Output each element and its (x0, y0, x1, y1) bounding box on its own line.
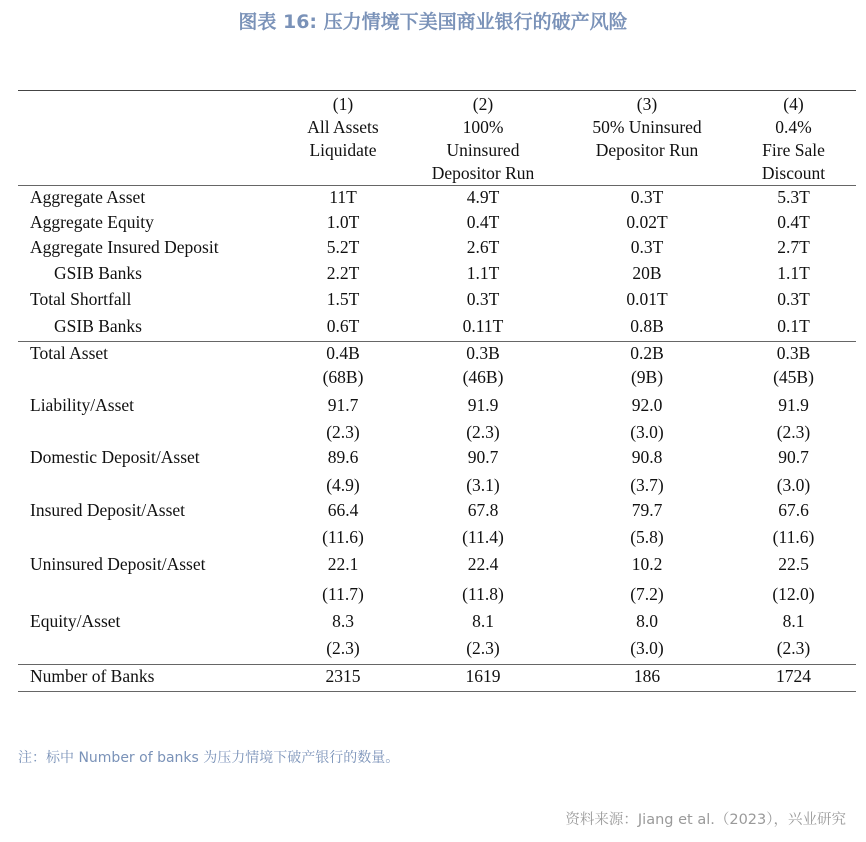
table-row (18, 665, 856, 692)
figure-title: 图表 16: 压力情境下美国商业银行的破产风险 (238, 11, 628, 33)
table-row (18, 315, 856, 342)
table-cell: 8.1 (472, 610, 494, 631)
column-header-1-line2: All Assets (307, 117, 379, 137)
column-header-2-line4: Depositor Run (403, 162, 563, 186)
table-row (18, 553, 856, 583)
column-header-2-line3: Uninsured (446, 140, 520, 160)
column-header-2-line2: 100% (462, 117, 504, 137)
table-cell: 0.4T (777, 211, 810, 232)
table-cell: 2315 (283, 665, 403, 692)
table-row (18, 637, 856, 665)
std-error-cell: (2.3) (776, 637, 811, 658)
row-label: Equity/Asset (30, 610, 121, 631)
std-error-cell: (3.7) (630, 474, 664, 495)
std-error-cell: (11.6) (772, 526, 815, 547)
row-label: Insured Deposit/Asset (30, 499, 186, 520)
table-cell: 92.0 (631, 394, 663, 415)
std-error-cell: (2.3) (326, 421, 360, 442)
table-row (18, 499, 856, 526)
table-row (18, 394, 856, 421)
table-cell: 22.4 (467, 553, 499, 574)
row-label: Aggregate Equity (30, 211, 154, 232)
column-header-1-line4 (283, 162, 403, 186)
std-error-cell: (9B) (630, 366, 664, 387)
column-header-2: (2) (403, 91, 563, 117)
table-cell: 1724 (731, 665, 856, 692)
table-row (18, 262, 856, 288)
std-error-cell: (7.2) (630, 583, 664, 604)
table-row (18, 526, 856, 553)
table-row (18, 474, 856, 499)
std-error-cell: (68B) (322, 366, 364, 387)
row-label: Liability/Asset (30, 394, 135, 415)
column-header-4-line2: 0.4% (775, 117, 812, 137)
table-row (18, 288, 856, 315)
table-cell: 91.9 (778, 394, 809, 415)
table-cell: 0.8B (630, 315, 664, 336)
table-row (18, 583, 856, 610)
std-error-cell: (11.6) (322, 526, 364, 547)
std-error-cell: (3.0) (776, 474, 811, 495)
row-label: GSIB Banks (54, 262, 142, 283)
table-cell: 79.7 (631, 499, 663, 520)
table-cell: 67.6 (778, 499, 809, 520)
column-header-3-line2: 50% Uninsured (592, 117, 702, 137)
row-label: Aggregate Asset (30, 187, 146, 207)
table-cell: 8.0 (636, 610, 658, 631)
table-cell: 1.1T (777, 262, 810, 283)
column-header-1: (1) (283, 91, 403, 117)
table-cell: 5.2T (326, 236, 360, 257)
table-cell: 22.5 (778, 553, 809, 574)
table-note: 注：标中 Number of banks 为压力情境下破产银行的数量。 (18, 750, 400, 766)
table-row (18, 446, 856, 474)
row-label: Total Shortfall (30, 288, 132, 309)
table-row (18, 421, 856, 446)
row-label: Uninsured Deposit/Asset (30, 553, 206, 574)
column-header-4: (4) (731, 91, 856, 117)
table-cell: 91.7 (327, 394, 359, 415)
table-cell: 0.11T (462, 315, 504, 336)
column-header-4-line4: Discount (731, 162, 856, 186)
std-error-cell: (46B) (462, 366, 504, 387)
column-header-1-line3: Liquidate (309, 140, 377, 160)
table-cell: 1.5T (326, 288, 360, 309)
std-error-cell: (3.0) (630, 421, 664, 442)
table-cell: 0.3B (731, 342, 856, 366)
table-cell: 20B (632, 262, 662, 283)
source-credit: 资料来源：Jiang et al.（2023），兴业研究 (565, 812, 846, 828)
table-row (18, 342, 856, 366)
std-error-cell: (2.3) (326, 637, 360, 658)
table-cell: 66.4 (327, 499, 359, 520)
std-error-cell: (11.8) (462, 583, 504, 604)
table-cell: 0.2B (563, 342, 731, 366)
table-cell: 0.6T (326, 315, 360, 336)
std-error-cell: (4.9) (326, 474, 360, 495)
table-cell: 11T (329, 187, 357, 207)
table-cell: 8.3 (332, 610, 354, 631)
table-cell: 22.1 (327, 553, 359, 574)
table-cell: 0.1T (777, 315, 810, 336)
table-cell: 8.1 (782, 610, 805, 631)
table-cell: 1619 (403, 665, 563, 692)
std-error-cell: (11.4) (462, 526, 504, 547)
column-header-3: (3) (563, 91, 731, 117)
table-row (18, 236, 856, 262)
table-cell: 0.3B (403, 342, 563, 366)
table-cell: 0.01T (626, 288, 668, 309)
table-row (18, 366, 856, 394)
bank-stress-table (18, 90, 856, 692)
std-error-cell: (2.3) (466, 421, 500, 442)
table-cell: 90.8 (631, 446, 663, 467)
std-error-cell: (3.1) (466, 474, 500, 495)
table-cell: 89.6 (327, 446, 359, 467)
table-cell: 91.9 (467, 394, 499, 415)
header-corner (18, 91, 283, 117)
row-label: Number of Banks (18, 665, 283, 692)
std-error-cell: (2.3) (776, 421, 811, 442)
row-label: GSIB Banks (54, 315, 142, 336)
table-cell: 4.9T (466, 187, 500, 207)
table-cell: 186 (563, 665, 731, 692)
std-error-cell: (3.0) (630, 637, 664, 658)
column-header-3-line3: Depositor Run (595, 140, 699, 160)
table-cell: 2.2T (326, 262, 360, 283)
table-cell: 90.7 (778, 446, 809, 467)
table-cell: 0.3T (630, 187, 664, 207)
table-cell: 0.4B (283, 342, 403, 366)
table-cell: 0.3T (466, 288, 500, 309)
table-cell: 10.2 (631, 553, 663, 574)
table-cell: 0.3T (777, 288, 810, 309)
std-error-cell: (45B) (773, 366, 814, 387)
column-header-4-line3: Fire Sale (762, 140, 825, 160)
table-cell: 2.7T (777, 236, 810, 257)
table-cell: 0.4T (466, 211, 500, 232)
table-cell: 0.02T (626, 211, 668, 232)
table-cell: 0.3T (630, 236, 664, 257)
std-error-cell: (5.8) (630, 526, 664, 547)
table-row (18, 186, 856, 211)
column-header-3-line4 (563, 162, 731, 186)
std-error-cell: (2.3) (466, 637, 500, 658)
table-cell: 67.8 (467, 499, 499, 520)
table-cell: 1.0T (326, 211, 360, 232)
row-label: Domestic Deposit/Asset (30, 446, 200, 467)
table-cell: 90.7 (467, 446, 499, 467)
std-error-cell: (12.0) (772, 583, 815, 604)
row-label: Total Asset (18, 342, 283, 366)
table-row (18, 211, 856, 236)
table-cell: 2.6T (466, 236, 500, 257)
table-cell: 1.1T (466, 262, 500, 283)
table-row (18, 610, 856, 637)
row-label: Aggregate Insured Deposit (30, 236, 219, 257)
std-error-cell: (11.7) (322, 583, 364, 604)
table-cell: 5.3T (777, 187, 810, 207)
